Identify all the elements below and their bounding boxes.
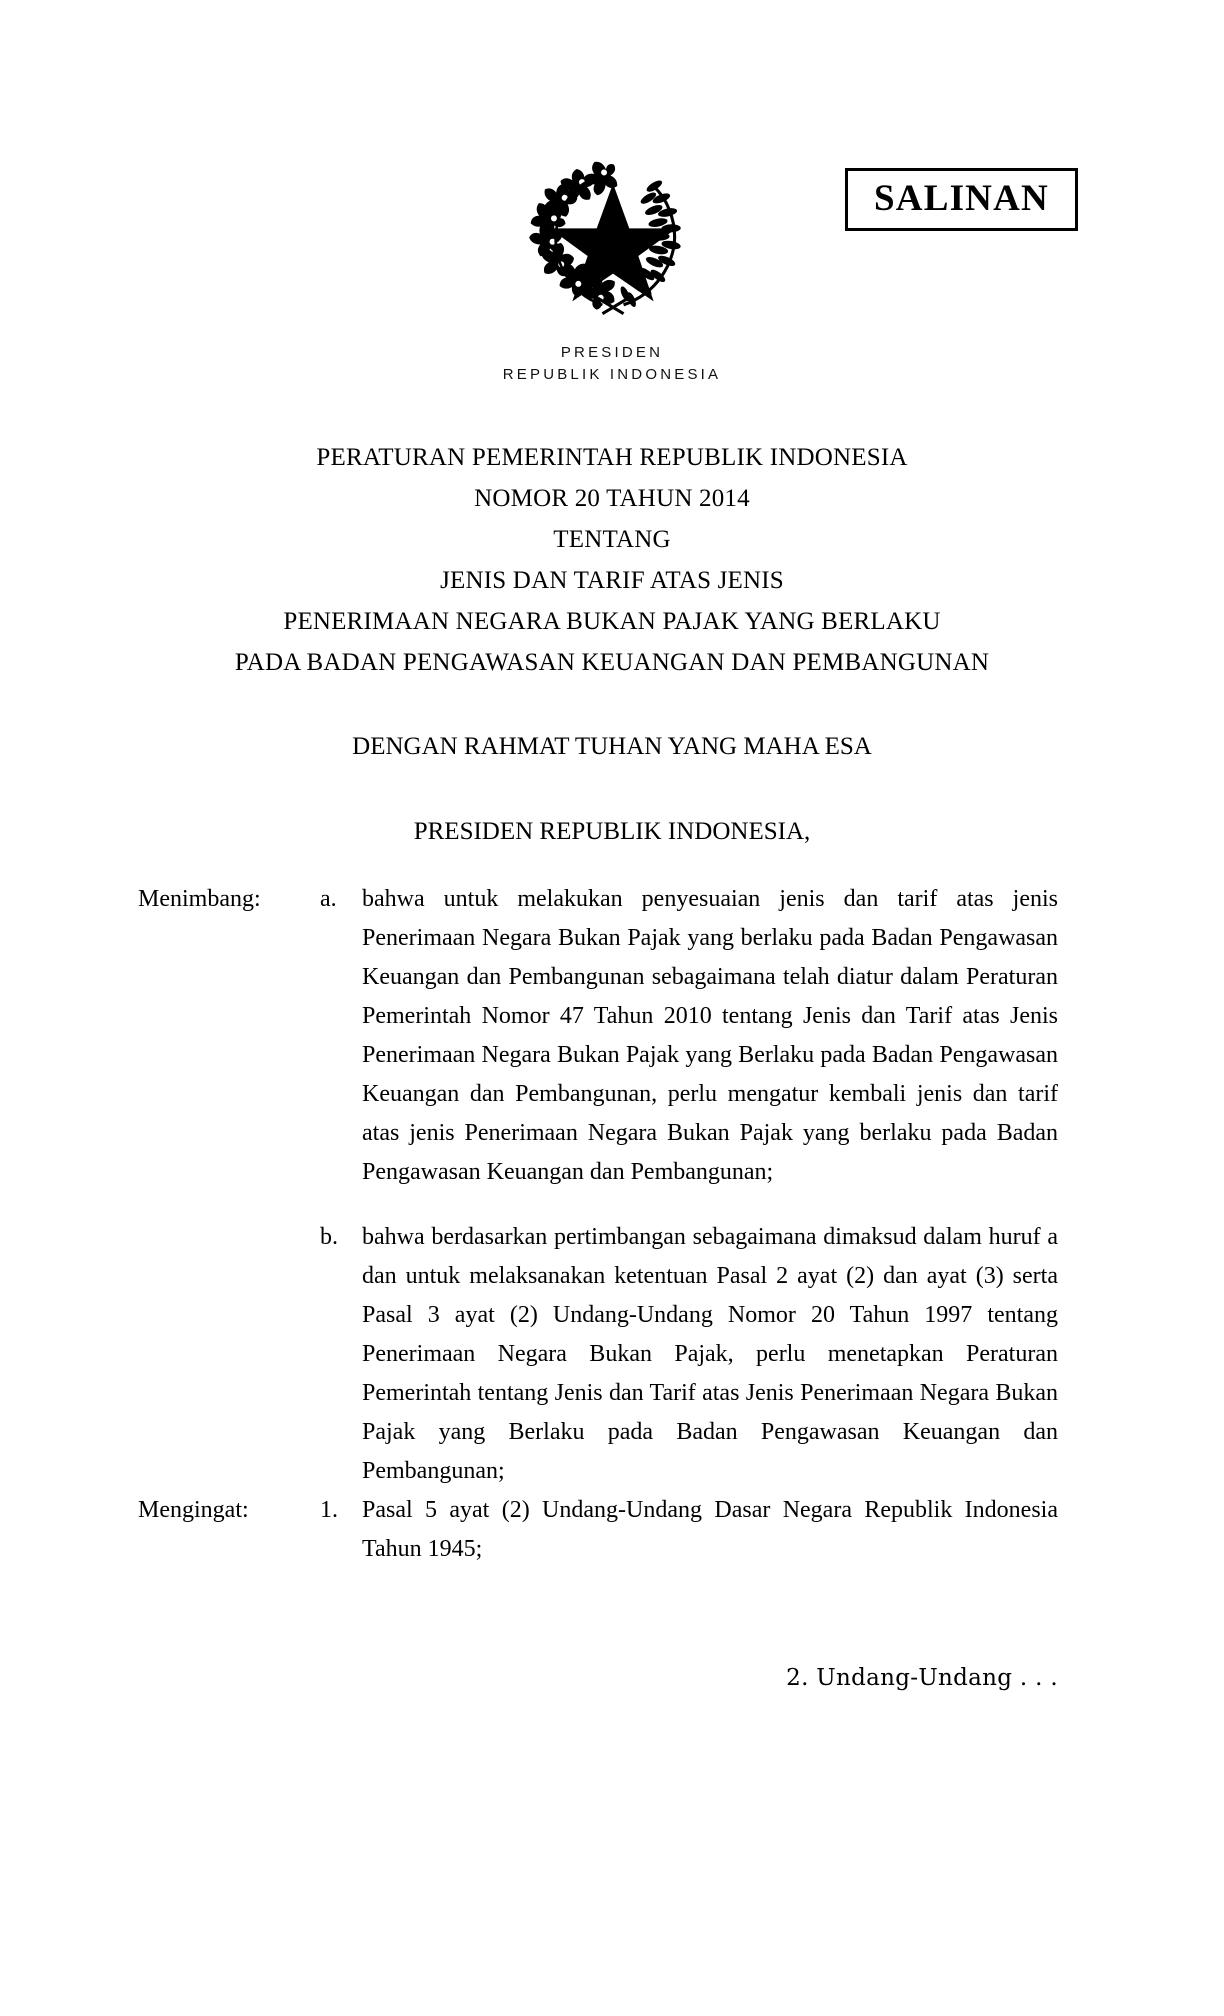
considerations-section bbox=[138, 880, 1058, 1491]
document-title-block bbox=[0, 437, 1224, 683]
consideration-text-b: bahwa berdasarkan pertimbangan sebagaimana dimaksud dalam huruf a dan untuk melaksanakan ketentuan Pasal 2 ayat (2) dan ayat (3) serta Pasal 3 ayat (2) Undang-Undang Nomor 20 Tahun 1997 tentang Penerimaan Negara Bukan Pajak, perlu menetapkan Peraturan Pemerintah tentang Jenis dan Tarif atas Jenis Penerimaan Negara Bukan Pajak yang Berlaku pada Badan Pengawasan Keuangan dan Pembangunan; bbox=[362, 1224, 1058, 1484]
consideration-text-a: bahwa untuk melakukan penyesuaian jenis dan tarif atas jenis Penerimaan Negara Bukan Pajak yang berlaku pada Badan Pengawasan Keuangan dan Pembangunan sebagaimana telah diatur dalam Peraturan Pemerintah Nomor 47 Tahun 2010 tentang Jenis dan Tarif atas Jenis Penerimaan Negara Bukan Pajak yang Berlaku pada Badan Pengawasan Keuangan dan Pembangunan, perlu mengatur kembali jenis dan tarif atas jenis Penerimaan Negara Bukan Pajak yang berlaku pada Badan Pengawasan Keuangan dan Pembangunan; bbox=[362, 886, 1058, 1185]
emblem-caption-line-2: REPUBLIK INDONESIA bbox=[502, 365, 722, 383]
document-body bbox=[138, 880, 1058, 1569]
emblem-caption bbox=[0, 342, 1224, 386]
consideration-item-a bbox=[138, 880, 1058, 1192]
title-line-1: PERATURAN PEMERINTAH REPUBLIK INDONESIA bbox=[316, 444, 908, 471]
legal-basis-item-1 bbox=[138, 1491, 1058, 1569]
title-line-4: JENIS DAN TARIF ATAS JENIS bbox=[440, 567, 784, 594]
legal-basis-marker-1: 1. bbox=[320, 1497, 338, 1523]
consideration-marker-a: a. bbox=[320, 886, 337, 912]
legal-basis-section bbox=[138, 1491, 1058, 1569]
page-catchword: 2. Undang-Undang . . . bbox=[786, 1665, 1058, 1691]
considerations-label: Menimbang: bbox=[138, 886, 261, 912]
document-header bbox=[0, 0, 1224, 400]
salinan-stamp bbox=[845, 168, 1078, 231]
emblem-caption-line-1: PRESIDEN bbox=[560, 344, 664, 361]
title-line-5: PENERIMAAN NEGARA BUKAN PAJAK YANG BERLAKU bbox=[283, 608, 941, 635]
title-line-2: NOMOR 20 TAHUN 2014 bbox=[474, 485, 750, 512]
consideration-marker-b: b. bbox=[320, 1224, 338, 1250]
presidential-emblem-icon bbox=[522, 150, 704, 326]
invocation-line: DENGAN RAHMAT TUHAN YANG MAHA ESA bbox=[352, 733, 872, 760]
legal-basis-text-1: Pasal 5 ayat (2) Undang-Undang Dasar Negara Republik Indonesia Tahun 1945; bbox=[362, 1497, 1058, 1562]
issuing-authority-line: PRESIDEN REPUBLIK INDONESIA, bbox=[413, 818, 811, 845]
legal-basis-label: Mengingat: bbox=[138, 1497, 249, 1523]
title-line-6: PADA BADAN PENGAWASAN KEUANGAN DAN PEMBANGUNAN bbox=[234, 649, 990, 676]
consideration-item-b bbox=[138, 1218, 1058, 1491]
title-line-3: TENTANG bbox=[553, 526, 671, 553]
salinan-stamp-label: SALINAN bbox=[874, 178, 1049, 219]
